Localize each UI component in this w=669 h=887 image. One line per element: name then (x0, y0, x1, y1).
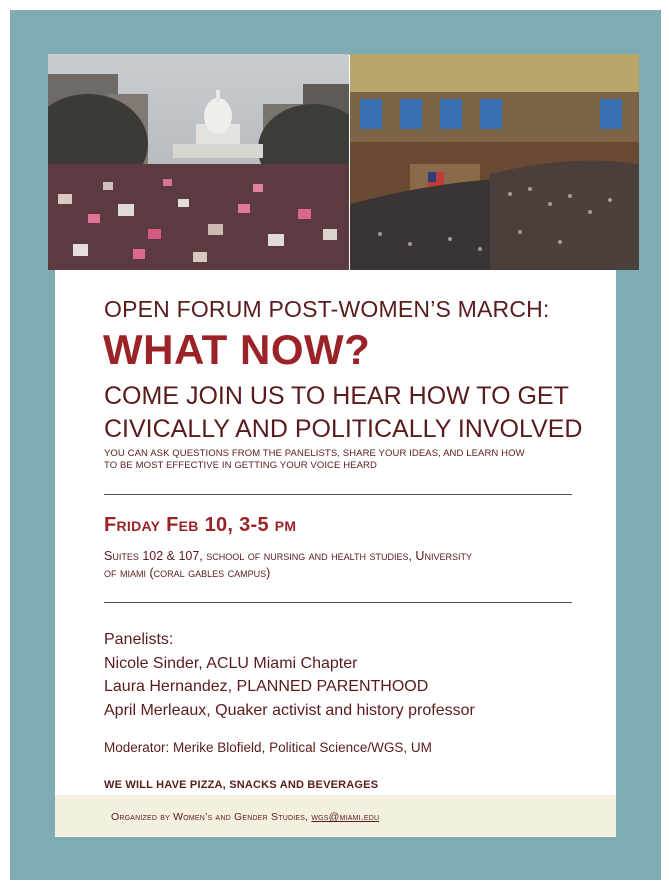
moderator: Moderator: Merike Blofield, Political Science/WGS, UM (104, 740, 432, 755)
event-date: Friday Feb 10, 3-5 pm (104, 514, 297, 536)
panelist: Nicole Sinder, ACLU Miami Chapter (104, 654, 358, 672)
house-chamber-photo (350, 54, 639, 270)
divider (104, 494, 572, 495)
panelists-heading: Panelists: (104, 631, 174, 648)
headline: OPEN FORUM POST-WOMEN’S MARCH: (104, 296, 550, 322)
venue-line: of miami (coral gables campus) (104, 566, 271, 580)
email-link[interactable]: wgs@miami.edu (311, 811, 380, 823)
intro-line: YOU CAN ASK QUESTIONS FROM THE PANELISTS, SHARE YOUR IDEAS, AND LEARN HOW (104, 448, 525, 459)
intro-note (104, 448, 584, 472)
panelist: April Merleaux, Quaker activist and history professor (104, 701, 475, 719)
subtitle-line: COME JOIN US TO HEAR HOW TO GET (104, 382, 569, 410)
organizer-text: Organized by Women’s and Gender Studies, (111, 811, 309, 823)
panelist: Laura Hernandez, PLANNED PARENTHOOD (104, 678, 429, 695)
subtitle-line: CIVICALLY AND POLITICALLY INVOLVED (104, 415, 583, 443)
event-venue (104, 548, 574, 582)
intro-line: TO BE MOST EFFECTIVE IN GETTING YOUR VOICE HEARD (104, 460, 377, 471)
subtitle (104, 380, 584, 446)
divider (104, 602, 572, 603)
footer-bar (55, 795, 616, 837)
page-title: WHAT NOW? (103, 326, 371, 373)
venue-line: Suites 102 & 107, school of nursing and health studies, University (104, 549, 472, 563)
refreshments-note: WE WILL HAVE PIZZA, SNACKS AND BEVERAGES (104, 779, 379, 791)
footer-text (111, 811, 379, 823)
women-march-crowd-photo (48, 54, 349, 270)
panelists (104, 628, 475, 722)
